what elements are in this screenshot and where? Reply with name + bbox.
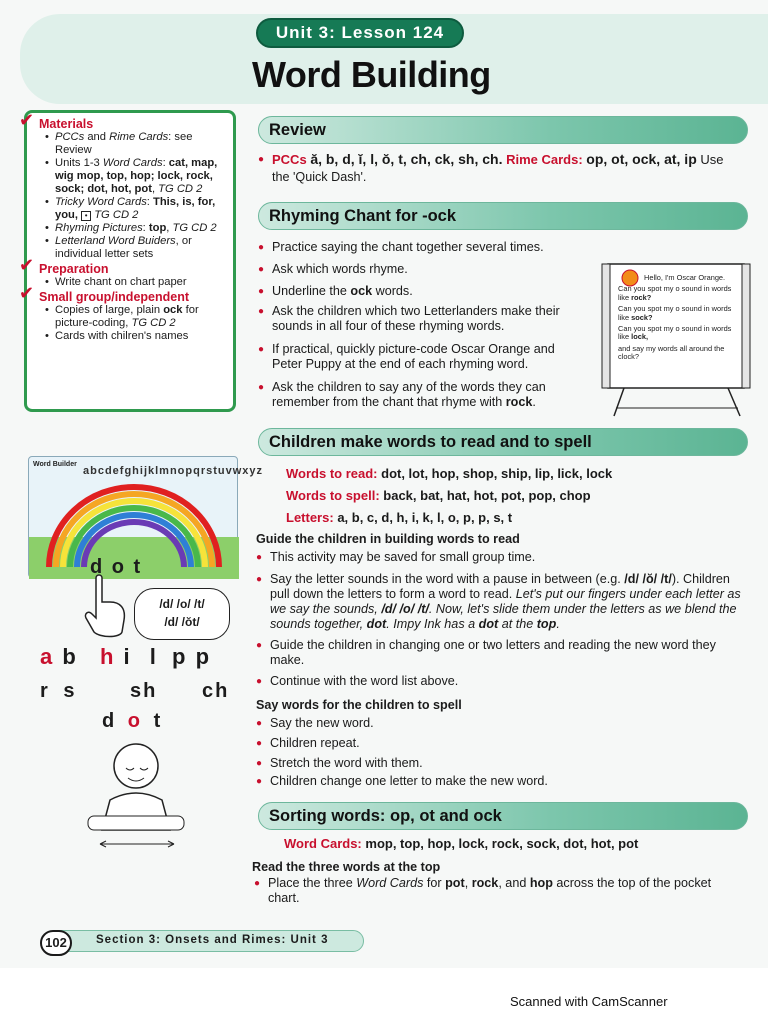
- chant-chart-text: [618, 274, 744, 365]
- chart-line: Can you spot my o sound in words like rock?: [618, 284, 732, 302]
- sorting-section-bar: Sorting words: op, ot and ock: [258, 802, 748, 830]
- materials-item: • PCCs and Rime Cards: see Review: [47, 131, 227, 157]
- say-bullet: ● Stretch the word with them.: [256, 756, 736, 771]
- preparation-item: • Write chant on chart paper: [47, 276, 227, 289]
- letter-tile: b: [62, 644, 78, 669]
- letter-tile: s: [63, 680, 77, 702]
- letter-tile: d: [102, 710, 119, 732]
- chart-line: and say my words all around the clock?: [618, 343, 725, 362]
- guide-heading: Guide the children in building words to read: [256, 532, 520, 546]
- sorting-word-cards: Word Cards: mop, top, hop, lock, rock, sock, dot, hot, pot: [284, 836, 639, 851]
- say-bullet: ● Say the new word.: [256, 716, 736, 731]
- small-group-list: [39, 304, 227, 343]
- chart-line: Hello, I'm Oscar Orange.: [644, 273, 726, 282]
- sorting-read-heading: Read the three words at the top: [252, 860, 441, 874]
- checkmark-icon: ✔: [19, 255, 35, 275]
- unit-lesson-label: Unit 3: Lesson 124: [256, 18, 464, 48]
- materials-box: [19, 110, 236, 412]
- say-heading: Say words for the children to spell: [256, 698, 462, 712]
- letter-tile: ch: [202, 680, 230, 702]
- materials-list: [39, 131, 227, 261]
- speech-bubble: [134, 588, 230, 640]
- footer-section: Section 3: Onsets and Rimes: Unit 3: [96, 934, 329, 946]
- letter-tile: o: [127, 710, 144, 732]
- materials-item: • Units 1-3 Word Cards: cat, map, wig mop, top, hop; lock, rock, sock; dot, hot, pot, TG CD 2: [47, 157, 227, 196]
- checkmark-icon: ✔: [19, 110, 35, 130]
- review-line-2: the 'Quick Dash'.: [272, 170, 367, 184]
- materials-heading: ✔ Materials: [19, 110, 94, 131]
- letter-tile: h: [99, 644, 116, 669]
- say-bullet: ● Children change one letter to make the new word.: [256, 774, 736, 789]
- checkmark-icon: ✔: [19, 283, 35, 303]
- small-group-item: • Copies of large, plain ock for picture-coding, TG CD 2: [47, 304, 227, 330]
- sorting-bullet: ● Place the three Word Cards for pot, rock, and hop across the top of the pocket chart.: [254, 876, 724, 906]
- slot-word: d o t: [90, 556, 143, 578]
- chant-bullet: ● Practice saying the chant together several times.: [258, 240, 588, 255]
- child-drawing-icon: [80, 740, 192, 860]
- words-to-spell: Words to spell: back, bat, hat, hot, pot, pop, chop: [286, 488, 591, 503]
- chart-line: Can you spot my o sound in words like sock?: [618, 304, 732, 322]
- letter-tile: p: [172, 644, 188, 669]
- letter-tile: i: [123, 644, 132, 669]
- letters-list: Letters: a, b, c, d, h, i, k, l, o, p, p, s, t: [286, 510, 513, 525]
- arc-letters: abcdefghijklmnopqrstuvwxyz: [83, 465, 264, 477]
- letter-tile: l: [149, 644, 158, 669]
- speech-line: /d/ /o/ /t/: [159, 597, 205, 611]
- letter-row-2: [40, 680, 236, 703]
- letter-tile: sh: [130, 680, 158, 702]
- chant-bullet: ● Ask which words rhyme.: [258, 262, 588, 277]
- page-number: 102: [40, 930, 72, 956]
- letter-tile: p: [195, 644, 212, 669]
- speech-line: /d/ /ŏt/: [164, 615, 200, 629]
- preparation-heading: ✔ Preparation: [19, 255, 109, 276]
- review-text: ● PCCs ă, b, d, ĭ, l, ŏ, t, ch, ck, sh, ch. Rime Cards: op, ot, ock, at, ip Use: [258, 152, 758, 167]
- chant-bullet: ● If practical, quickly picture-code Oscar Orange and Peter Puppy at the end of each rhyming word.: [258, 342, 588, 372]
- letter-row-3: [102, 710, 164, 733]
- words-to-read: Words to read: dot, lot, hop, shop, ship, lip, lick, lock: [286, 466, 613, 481]
- review-section-bar: Review: [258, 116, 748, 144]
- materials-item: • Rhyming Pictures: top, TG CD 2: [47, 222, 227, 235]
- chant-bullet: ● Ask the children to say any of the words they can remember from the chant that rhyme with rock.: [258, 380, 588, 410]
- scanner-watermark: Scanned with CamScanner: [510, 994, 668, 1009]
- letter-row-1: [40, 644, 211, 670]
- materials-item: • Tricky Word Cards: This, is, for, you, • TG CD 2: [47, 196, 227, 222]
- page-title: Word Building: [252, 54, 491, 95]
- small-group-item: • Cards with chilren's names: [47, 330, 227, 343]
- word-builder-label: Word Builder: [33, 461, 77, 468]
- pointing-hand-icon: [80, 574, 132, 640]
- materials-item: • Letterland Word Buiders, or individual letter sets: [47, 235, 227, 261]
- chart-line: Can you spot my o sound in words like lock,: [618, 324, 732, 342]
- guide-bullet: ● This activity may be saved for small group time.: [256, 550, 751, 565]
- build-section-bar: Children make words to read and to spell: [258, 428, 748, 456]
- chant-section-bar: Rhyming Chant for -ock: [258, 202, 748, 230]
- say-bullet: ● Children repeat.: [256, 736, 736, 751]
- letter-tile: t: [153, 710, 165, 732]
- chant-bullet: ● Underline the ock words.: [258, 284, 588, 299]
- letter-tile: a: [40, 644, 55, 669]
- preparation-list: [39, 276, 227, 289]
- guide-bullet: ● Continue with the word list above.: [256, 674, 751, 689]
- chant-bullet: ● Ask the children which two Letterlanders make their sounds in all four of these rhyming words.: [258, 304, 583, 334]
- letter-tile: r: [40, 680, 50, 702]
- guide-bullet: ● Say the letter sounds in the word with a pause in between (e.g. /d/ /ŏ/ /t/). Children pull down the letters to form a word to read. Let's put our fingers under each letter as we say the sounds, /d/ /o/ /t/. Now, let's slide them under the letters as we blend the sounds together, dot. Impy Ink has a dot at the top.: [256, 572, 751, 632]
- guide-bullet: ● Guide the children in changing one or two letters and reading the new word they make.: [256, 638, 751, 668]
- small-group-heading: ✔ Small group/independent: [19, 283, 190, 304]
